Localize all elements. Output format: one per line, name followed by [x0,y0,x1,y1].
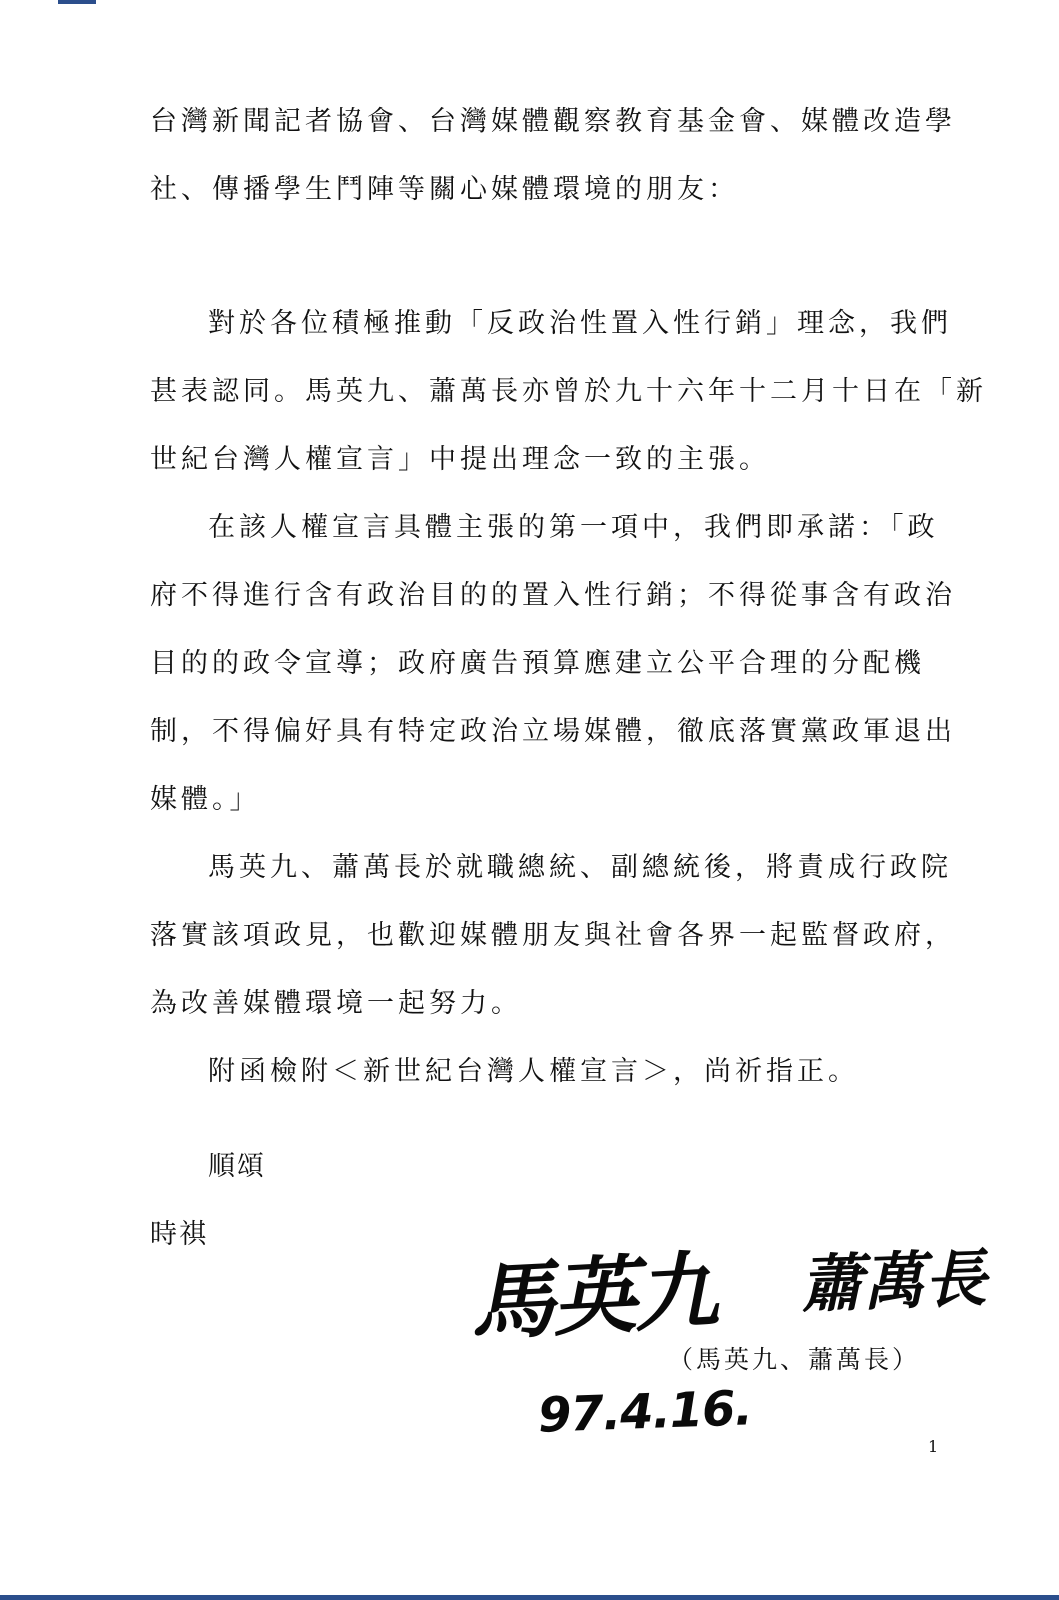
closing-wish: 時祺 [150,1219,208,1250]
para1-line-2: 甚表認同。馬英九、蕭萬長亦曾於九十六年十二月十日在「新 [150,376,987,407]
page-number: 1 [928,1437,939,1456]
handwritten-signature-siew: 蕭萬長 [798,1241,988,1322]
printed-signatories: （馬英九、蕭萬長） [668,1345,921,1374]
handwritten-date: 97.4.16. [537,1380,753,1444]
closing-salutation: 順頌 [208,1151,266,1182]
para1-line-3: 世紀台灣人權宣言」中提出理念一致的主張。 [150,444,770,475]
para4-line-1: 附函檢附＜新世紀台灣人權宣言＞，尚祈指正。 [208,1056,859,1087]
letter-body [150,88,987,1106]
para2-line-3: 目的的政令宣導；政府廣告預算應建立公平合理的分配機 [150,648,925,679]
para2-line-4: 制，不得偏好具有特定政治立場媒體，徹底落實黨政軍退出 [150,716,956,747]
bottom-edge-rule [0,1595,1059,1600]
para2-line-5: 媒體。」 [150,784,261,815]
para3-line-3: 為改善媒體環境一起努力。 [150,988,522,1019]
handwritten-signature-ma: 馬英九 [467,1240,719,1353]
para3-line-1: 馬英九、蕭萬長於就職總統、副總統後，將責成行政院 [208,852,952,883]
salutation-line-2: 社、傳播學生鬥陣等關心媒體環境的朋友： [150,174,739,205]
paragraph-gap [150,224,950,290]
para3-line-2: 落實該項政見，也歡迎媒體朋友與社會各界一起監督政府， [150,920,956,951]
salutation-line-1: 台灣新聞記者協會、台灣媒體觀察教育基金會、媒體改造學 [150,106,956,137]
para2-line-1: 在該人權宣言具體主張的第一項中，我們即承諾：「政 [208,512,939,543]
para1-line-1: 對於各位積極推動「反政治性置入性行銷」理念，我們 [208,308,952,339]
para2-line-2: 府不得進行含有政治目的的置入性行銷；不得從事含有政治 [150,580,956,611]
top-edge-mark [58,0,96,4]
